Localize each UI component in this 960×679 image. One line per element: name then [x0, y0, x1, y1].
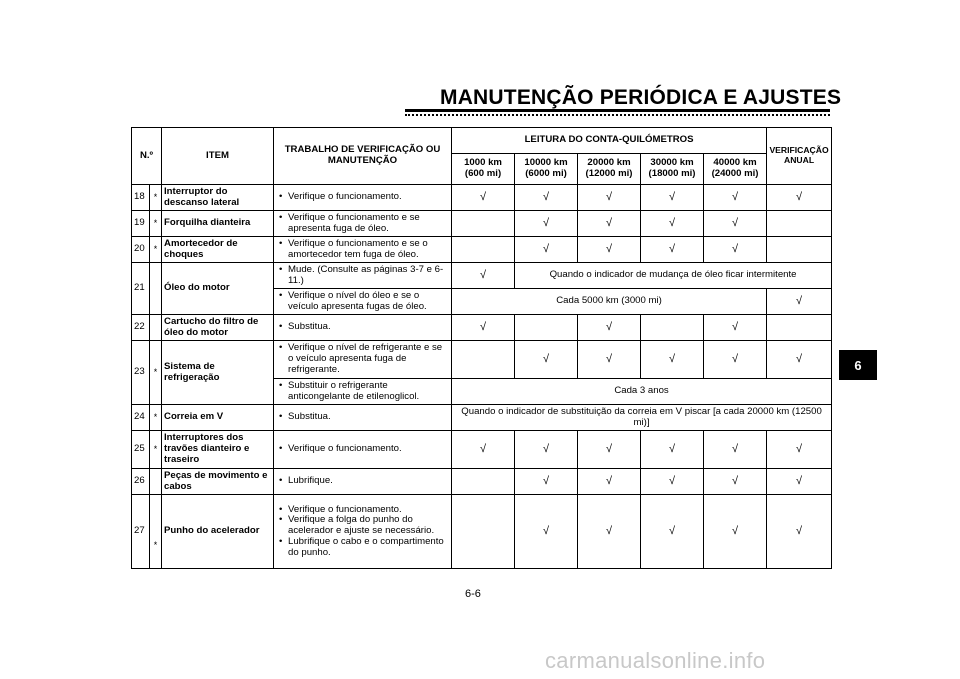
row-star: * [150, 237, 162, 263]
check-mark: √ [767, 289, 832, 315]
check-mark: √ [641, 431, 704, 469]
row-star [150, 263, 162, 315]
check-mark: √ [704, 495, 767, 569]
check-mark: √ [704, 341, 767, 379]
check-mark: √ [704, 315, 767, 341]
row-number: 21 [132, 263, 150, 315]
row-task: • Verifique o funcionamento. • Verifique a folga do punho do acelerador e ajuste se necessário. • Lubrifique o cabo e o compartimento do punho. [274, 495, 452, 569]
row-task: • Verifique o funcionamento. [274, 185, 452, 211]
check-mark: √ [452, 431, 515, 469]
check-mark: √ [641, 237, 704, 263]
row-number: 18 [132, 185, 150, 211]
check-mark: √ [515, 469, 578, 495]
empty-cell [452, 469, 515, 495]
check-mark: √ [641, 495, 704, 569]
row-item: Correia em V [162, 405, 274, 431]
check-mark: √ [578, 185, 641, 211]
check-mark: √ [578, 469, 641, 495]
row-star: * [150, 341, 162, 405]
empty-cell [452, 495, 515, 569]
check-mark: √ [767, 341, 832, 379]
row-star: * [150, 431, 162, 469]
empty-cell [767, 211, 832, 237]
check-mark: √ [641, 469, 704, 495]
check-mark: √ [767, 495, 832, 569]
empty-cell [515, 315, 578, 341]
row-item: Interruptor do descanso lateral [162, 185, 274, 211]
header-interval: 20000 km (12000 mi) [578, 154, 641, 185]
row-number: 20 [132, 237, 150, 263]
table-row [132, 431, 832, 469]
row-star: * [150, 211, 162, 237]
row-number: 26 [132, 469, 150, 495]
row-task: • Verifique o nível do óleo e se o veículo apresenta fugas de óleo. [274, 289, 452, 315]
empty-cell [452, 341, 515, 379]
row-number: 23 [132, 341, 150, 405]
row-star: * [150, 405, 162, 431]
row-item: Peças de movimento e cabos [162, 469, 274, 495]
header-interval: 1000 km (600 mi) [452, 154, 515, 185]
row-task: • Lubrifique. [274, 469, 452, 495]
row-item: Interruptores dos travões dianteiro e traseiro [162, 431, 274, 469]
page-title: MANUTENÇÃO PERIÓDICA E AJUSTES [440, 86, 842, 109]
check-mark: √ [578, 237, 641, 263]
table-row [132, 185, 832, 211]
empty-cell [452, 211, 515, 237]
row-task: • Verifique o funcionamento. [274, 431, 452, 469]
maintenance-table [131, 127, 832, 569]
header-item: ITEM [162, 128, 274, 185]
section-tab[interactable]: 6 [839, 350, 877, 380]
table-row [132, 405, 832, 431]
empty-cell [641, 315, 704, 341]
check-mark: √ [704, 211, 767, 237]
row-number: 22 [132, 315, 150, 341]
row-star: * [150, 495, 162, 569]
empty-cell [767, 315, 832, 341]
empty-cell [767, 237, 832, 263]
row-task: • Verifique o funcionamento e se o amortecedor tem fuga de óleo. [274, 237, 452, 263]
row-item: Punho do acelerador [162, 495, 274, 569]
row-number: 27 [132, 495, 150, 569]
check-mark: √ [641, 185, 704, 211]
check-mark: √ [767, 185, 832, 211]
check-mark: √ [515, 237, 578, 263]
row-star [150, 469, 162, 495]
title-rule [405, 109, 830, 112]
table-row [132, 315, 832, 341]
page-number: 6-6 [465, 588, 481, 600]
header-interval: 10000 km (6000 mi) [515, 154, 578, 185]
row-number: 19 [132, 211, 150, 237]
check-mark: √ [641, 211, 704, 237]
check-mark: √ [515, 495, 578, 569]
check-mark: √ [704, 237, 767, 263]
row-task: • Verifique o nível de refrigerante e se o veículo apresenta fuga de refrigerante. [274, 341, 452, 379]
table-row [132, 469, 832, 495]
table-row [132, 263, 832, 289]
row-task: • Mude. (Consulte as páginas 3-7 e 6-11.) [274, 263, 452, 289]
check-mark: √ [452, 315, 515, 341]
header-odometer: LEITURA DO CONTA-QUILÓMETROS [452, 128, 767, 154]
check-mark: √ [578, 495, 641, 569]
check-mark: √ [767, 431, 832, 469]
check-mark: √ [578, 431, 641, 469]
title-dotted-rule [405, 114, 830, 116]
header-interval: 40000 km (24000 mi) [704, 154, 767, 185]
row-number: 24 [132, 405, 150, 431]
check-mark: √ [641, 341, 704, 379]
check-mark: √ [515, 431, 578, 469]
empty-cell [452, 237, 515, 263]
check-mark: √ [704, 469, 767, 495]
row-star: * [150, 185, 162, 211]
row-item: Óleo do motor [162, 263, 274, 315]
check-mark: √ [515, 185, 578, 211]
row-item: Sistema de refrigeração [162, 341, 274, 405]
row-task: • Substituir o refrigerante anticongelante de etilenoglicol. [274, 379, 452, 405]
check-mark: √ [515, 341, 578, 379]
header-task: TRABALHO DE VERIFICAÇÃO OU MANUTENÇÃO [274, 128, 452, 185]
table-row [132, 495, 832, 569]
row-item: Forquilha dianteira [162, 211, 274, 237]
check-mark: √ [578, 315, 641, 341]
row-star [150, 315, 162, 341]
check-mark: √ [452, 263, 515, 289]
interval-note: Cada 3 anos [452, 379, 832, 405]
check-mark: √ [767, 469, 832, 495]
check-mark: √ [578, 211, 641, 237]
header-annual: VERIFICAÇÃO ANUAL [767, 128, 832, 185]
row-item: Cartucho do filtro de óleo do motor [162, 315, 274, 341]
row-task: • Substitua. [274, 405, 452, 431]
table-row [132, 341, 832, 379]
table-row [132, 237, 832, 263]
row-item: Amortecedor de choques [162, 237, 274, 263]
header-number: N.º [132, 128, 162, 185]
check-mark: √ [578, 341, 641, 379]
check-mark: √ [704, 185, 767, 211]
row-task: • Substitua. [274, 315, 452, 341]
watermark: carmanualsonline.info [545, 648, 766, 673]
check-mark: √ [704, 431, 767, 469]
row-task: • Verifique o funcionamento e se apresenta fuga de óleo. [274, 211, 452, 237]
check-mark: √ [515, 211, 578, 237]
check-mark: √ [452, 185, 515, 211]
interval-note: Quando o indicador de mudança de óleo ficar intermitente [515, 263, 832, 289]
interval-note: Cada 5000 km (3000 mi) [452, 289, 767, 315]
row-number: 25 [132, 431, 150, 469]
header-interval: 30000 km (18000 mi) [641, 154, 704, 185]
interval-note: Quando o indicador de substituição da correia em V piscar [a cada 20000 km (12500 mi)] [452, 405, 832, 431]
table-row [132, 211, 832, 237]
